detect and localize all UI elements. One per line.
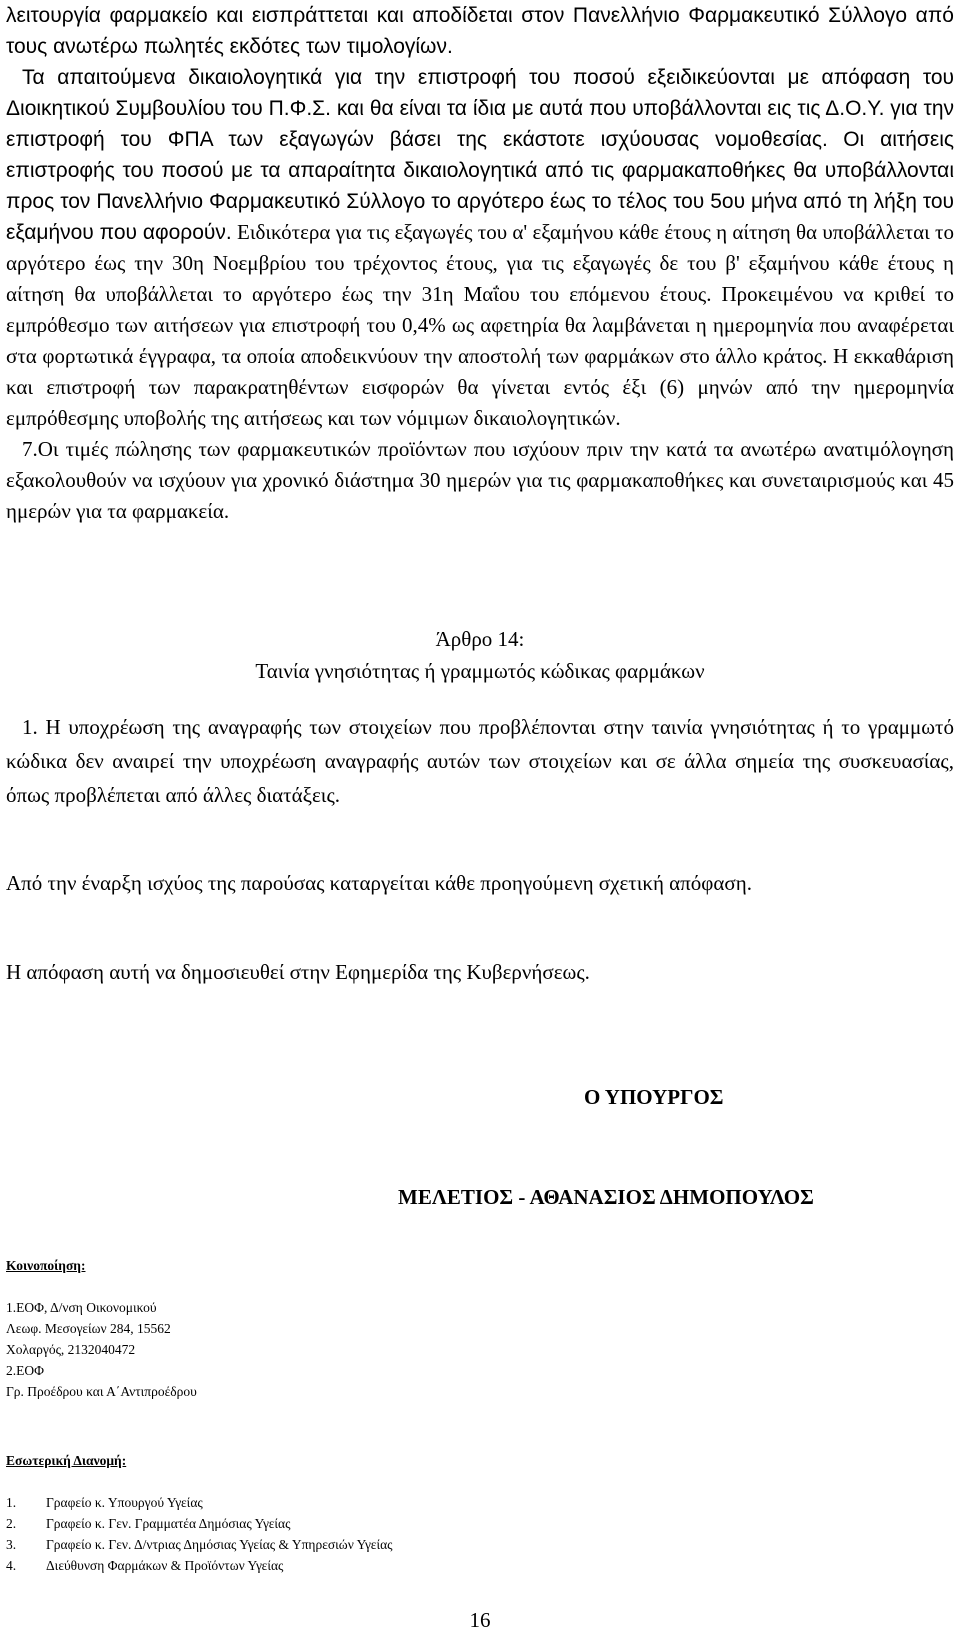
article-number: Άρθρο 14:	[435, 627, 525, 651]
signature-name: ΜΕΛΕΤΙΟΣ - ΑΘΑΝΑΣΙΟΣ ΔΗΜΟΠΟΥΛΟΣ	[398, 1185, 814, 1209]
paragraph-continuation: λειτουργία φαρμακείο και εισπράττεται και αποδίδεται στον Πανελλήνιο Φαρμακευτικό Σύλλογο από τους ανωτέρω πωλητές εκδότες των τιμολογίων.	[6, 4, 954, 58]
internal-distribution-block	[6, 1450, 393, 1576]
publication-paragraph: Η απόφαση αυτή να δημοσιευθεί στην Εφημερίδα της Κυβερνήσεως.	[6, 960, 590, 984]
paragraph-item-7: 7.Οι τιμές πώλησης των φαρμακευτικών προϊόντων που ισχύουν πριν την κατά τα ανωτέρω ανατιμόλογηση εξακολουθούν να ισχύουν για χρονικό διάστημα 30 ημερών για τις φαρμακαποθήκες και συνεταιρισμούς και 45 ημερών για τα φαρμακεία.	[6, 437, 954, 523]
notification-line: Χολαργός, 2132040472	[6, 1342, 136, 1357]
notification-line: Λεωφ. Μεσογείων 284, 15562	[6, 1321, 171, 1336]
signature-role: Ο ΥΠΟΥΡΓΟΣ	[584, 1085, 724, 1109]
notification-line: 2.ΕΟΦ	[6, 1363, 44, 1378]
internal-distribution-list	[6, 1492, 393, 1576]
body-text	[6, 0, 954, 527]
notification-heading: Κοινοποίηση:	[6, 1258, 86, 1273]
list-item: 2. Γραφείο κ. Γεν. Γραμματέα Δημόσιας Υγείας	[6, 1516, 291, 1531]
article-body	[6, 710, 954, 812]
internal-distribution-heading: Εσωτερική Διανομή:	[6, 1453, 127, 1468]
notification-line: Γρ. Προέδρου και Α΄Αντιπροέδρου	[6, 1384, 197, 1399]
list-item: 1. Γραφείο κ. Υπουργού Υγείας	[6, 1495, 203, 1510]
page-number: 16	[469, 1608, 491, 1632]
notification-line: 1.ΕΟΦ, Δ/νση Οικονομικού	[6, 1300, 157, 1315]
list-item: 4. Διεύθυνση Φαρμάκων & Προϊόντων Υγείας	[6, 1558, 284, 1573]
list-item: 3. Γραφείο κ. Γεν. Δ/ντριας Δημόσιας Υγείας & Υπηρεσιών Υγείας	[6, 1537, 393, 1552]
article-title: Ταινία γνησιότητας ή γραμμωτός κώδικας φαρμάκων	[255, 659, 705, 683]
repeal-paragraph: Από την έναρξη ισχύος της παρούσας καταργείται κάθε προηγούμενη σχετική απόφαση.	[6, 871, 752, 895]
notification-block	[6, 1255, 197, 1402]
paragraph-refund-documents: Τα απαιτούμενα δικαιολογητικά για την επιστροφή του ποσού εξειδικεύονται με απόφαση του Διοικητικού Συμβουλίου του Π.Φ.Σ. και θα είναι τα ίδια με αυτά που υποβάλλονται εις τις Δ.Ο.Υ. για την επιστροφή του ΦΠΑ των εξαγωγών βάσει της εκάστοτε ισχύουσας νομοθεσίας. Οι αιτήσεις επιστροφής του ποσού με τα απαραίτητα δικαιολογητικά από τις φαρμακαποθήκες θα υποβάλλονται προς τον Πανελλήνιο Φαρμακευτικό Σύλλογο το αργότερο έως το τέλος του 5ου μήνα από τη λήξη του εξαμήνου που αφορούν. Ειδικότερα για τις εξαγωγές του α' εξαμήνου κάθε έτους η αίτηση θα υποβάλλεται το αργότερο έως την 30η Νοεμβρίου του τρέχοντος έτους, για τις εξαγωγές δε του β' εξαμήνου κάθε έτους η αίτηση θα υποβάλλεται το αργότερο έως την 31η Μαΐου του επόμενου έτους. Προκειμένου να κριθεί το εμπρόθεσμο των αιτήσεων για επιστροφή του 0,4% ως αφετηρία θα λαμβάνεται η ημερομηνία που αναφέρεται στα φορτωτικά έγγραφα, τα οποία αποδεικνύουν την αποστολή των φαρμάκων στο άλλο κράτος. Η εκκαθάριση και επιστροφή των παρακρατηθέντων εισφορών θα γίνεται εντός έξι (6) μηνών από την ημερομηνία εμπρόθεσμης υποβολής της αιτήσεως και των νόμιμων δικαιολογητικών.	[6, 66, 955, 430]
article-paragraph-1: 1. Η υποχρέωση της αναγραφής των στοιχείων που προβλέπονται στην ταινία γνησιότητας ή το γραμμωτό κώδικα δεν αναιρεί την υποχρέωση αναγραφής αυτών των στοιχείων και σε άλλα σημεία της συσκευασίας, όπως προβλέπεται από άλλες διατάξεις.	[6, 715, 954, 807]
